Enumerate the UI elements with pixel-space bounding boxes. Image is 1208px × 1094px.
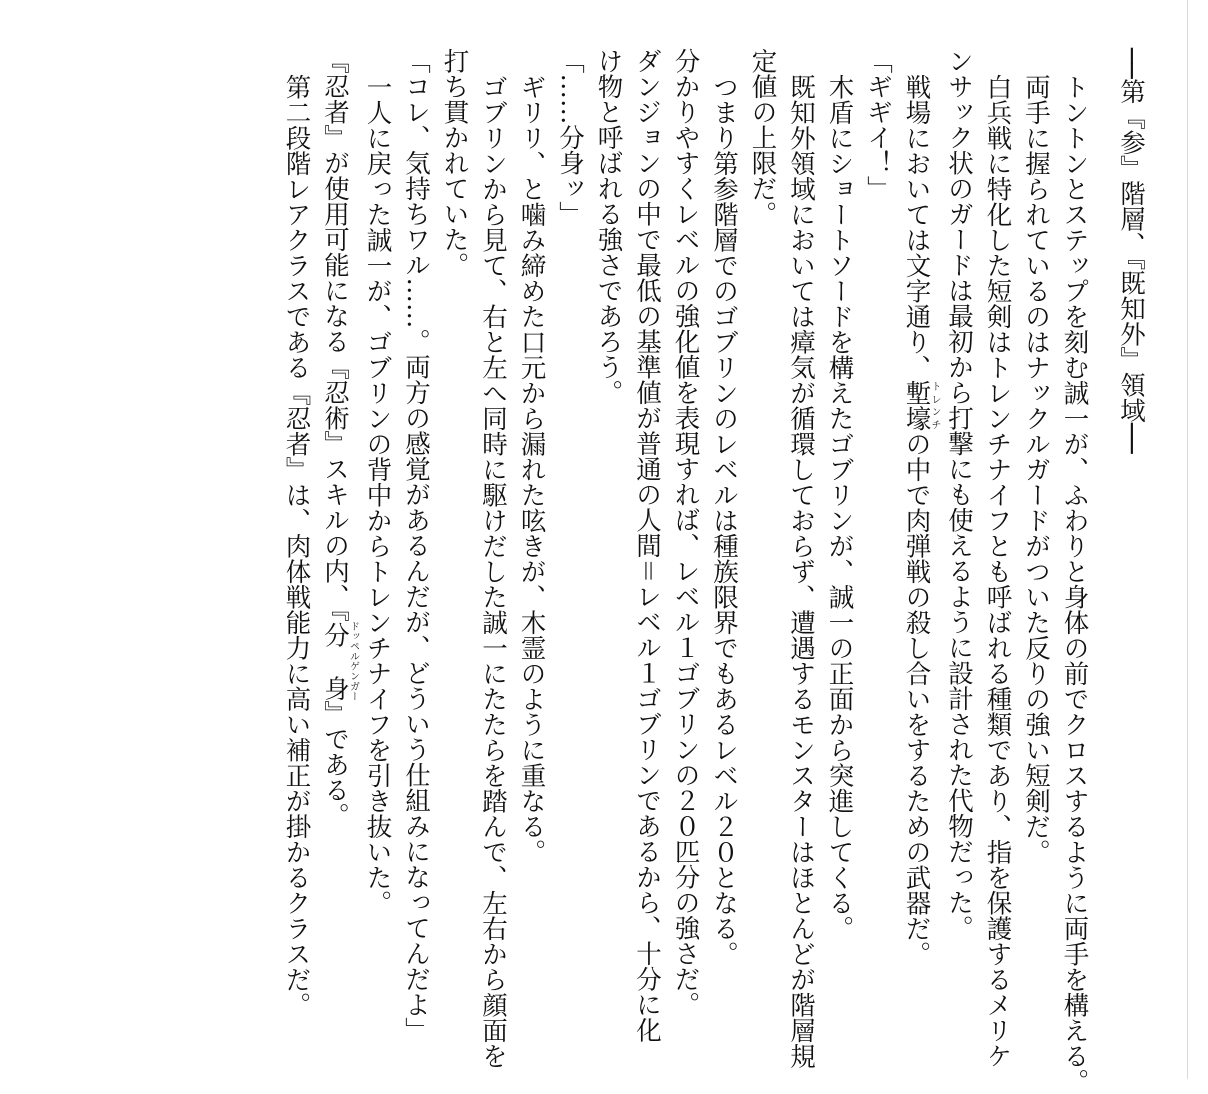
text-line: 「……分身ッ」: [555, 48, 585, 227]
text-line: 「ギギイ！」: [863, 48, 893, 201]
heading-title: 第『参』階層、『既知外』領域: [1116, 78, 1146, 423]
text-line: 分かりやすくレベルの強化値を表現すれば、レベル１ゴブリンの２０匹分の強さだ。: [670, 48, 701, 1017]
text-line: け物と呼ばれる強さであろう。: [593, 48, 624, 405]
heading-dash-after: ──: [1116, 422, 1146, 454]
text-line: 既知外領域においては瘴気が循環しておらず、遭遇するモンスターはほとんどが階層規: [786, 73, 816, 1068]
page-edge-rule: [1187, 0, 1188, 1079]
ruby-reading: ドッペルゲンガー: [347, 621, 359, 702]
ruby-base: 分 身: [320, 621, 350, 702]
text-line: ゴブリンから見て、右と左へ同時に駆けだした誠一にたたらを踏んで、左右から顔面を: [478, 73, 508, 1068]
text-line: 一人に戻った誠一が、ゴブリンの背中からトレンチナイフを引き抜いた。: [362, 73, 393, 915]
text-line: [316, 48, 359, 1058]
text-line: つまり第参階層でのゴブリンのレベルは種族限界でもあるレベル２０となる。: [709, 73, 739, 966]
text-line: 定値の上限だ。: [747, 48, 778, 227]
text-line: ダンジョンの中で最低の基準値が普通の人間＝レベル１ゴブリンであるから、十分に化: [632, 48, 662, 1043]
text-line: 両手に握られているのはナックルガードがついた反りの強い短剣だ。: [1021, 73, 1051, 864]
ruby-annotation: [901, 379, 940, 431]
text-line: [897, 48, 940, 1058]
text-line: 打ち貫かれていた。: [439, 48, 470, 278]
heading-dash-before: ──: [1116, 48, 1146, 79]
paragraph-list: [277, 48, 1094, 1094]
chapter-heading: [1112, 48, 1151, 1058]
ruby-annotation: [320, 621, 359, 702]
vertical-text-body: [277, 48, 1150, 1094]
text-line: 第二段階レアクラスである『忍者』は、肉体戦能力に高い補正が掛かるクラスだ。: [281, 73, 312, 1017]
text-line: 白兵戦に特化した短剣はトレンチナイフとも呼ばれる種類であり、指を保護するメリケ: [982, 73, 1013, 1068]
text-line: トントンとステップを刻む誠一が、ふわりと身体の前でクロスするように両手を構える。: [1059, 73, 1090, 1094]
ruby-reading: トレンチ: [929, 379, 940, 431]
text-line: ンサック状のガードは最初から打撃にも使えるように設計された代物だった。: [944, 48, 974, 941]
text-segment: 戦場においては文字通り、: [901, 73, 932, 380]
text-segment: の中で肉弾戦の殺し合いをするための武器だ。: [901, 430, 932, 966]
text-segment: 『忍者』が使用可能になる『忍術』スキルの内、『: [320, 48, 350, 622]
text-line: ギリリ、と噛み締めた口元から漏れた呟きが、木霊のように重なる。: [516, 73, 547, 864]
ruby-base: 塹壕: [901, 379, 932, 431]
text-line: 「コレ、気持ちワル……。両方の感覚があるんだが、どういう仕組みになってんだよ」: [401, 48, 431, 1043]
text-line: 木盾にショートソードを構えたゴブリンが、誠一の正面から突進してくる。: [824, 73, 855, 941]
text-segment: 』である。: [320, 700, 350, 829]
